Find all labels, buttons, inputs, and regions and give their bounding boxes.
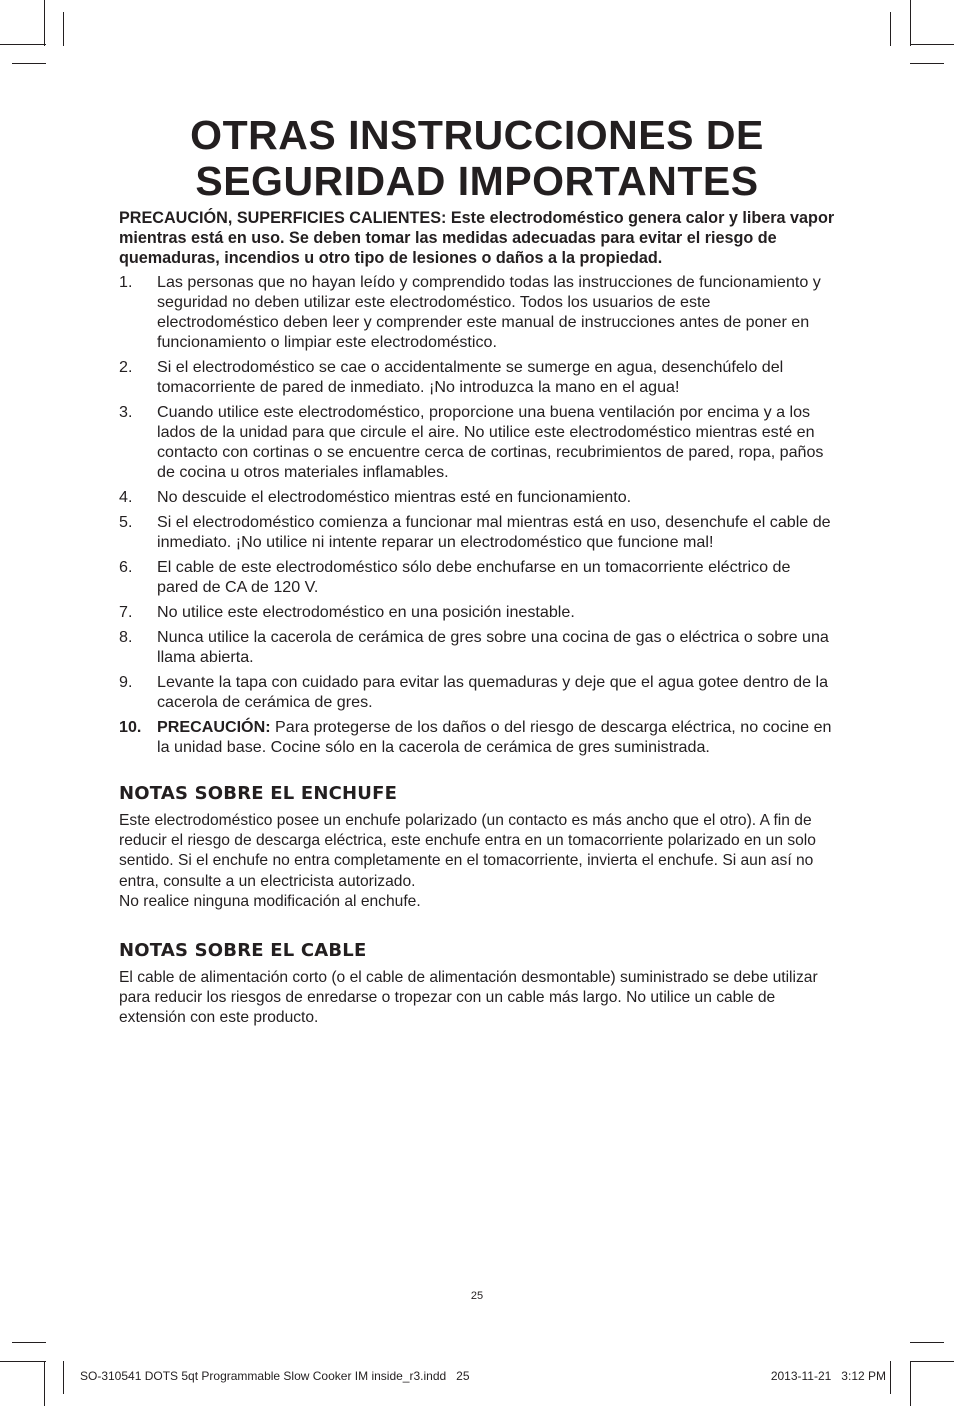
item-text: Cuando utilice este electrodoméstico, proporcione una buena ventilación por encima y a los lados de la unidad para que circule el aire. No utilice este electrodoméstico mientras esté en contacto con cortinas o se encuentre cerca de cortinas, recubrimientos de pared, ropa, paños de cocina u otros materiales inflamables. bbox=[157, 403, 824, 481]
crop-mark bbox=[910, 0, 911, 46]
item-number: 1. bbox=[119, 273, 133, 291]
list-item bbox=[119, 627, 835, 667]
item-text: No descuide el electrodoméstico mientras esté en funcionamiento. bbox=[157, 488, 632, 506]
item-text: Si el electrodoméstico se cae o accidentalmente se sumerge en agua, desenchúfelo del tomacorriente de pared de inmediato. ¡No introduzca la mano en el agua! bbox=[157, 358, 784, 396]
item-text: Las personas que no hayan leído y comprendido todas las instrucciones de funcionamiento y seguridad no deben utilizar este electrodoméstico. Todos los usuarios de este electrodoméstico deben leer y comprender este manual de instrucciones antes de poner en funcionamiento o limpiar este electrodoméstico. bbox=[157, 273, 821, 351]
page-number: 25 bbox=[470, 1290, 484, 1302]
list-item bbox=[119, 557, 835, 597]
slug-timestamp: 2013-11-21 3:12 PM bbox=[770, 1369, 886, 1383]
item-number: 9. bbox=[119, 673, 133, 691]
item-text: No utilice este electrodoméstico en una posición inestable. bbox=[157, 603, 575, 621]
item-number: 4. bbox=[119, 488, 133, 506]
safety-list bbox=[119, 272, 835, 757]
item-text: El cable de este electrodoméstico sólo debe enchufarse en un tomacorriente eléctrico de pared de CA de 120 V. bbox=[157, 558, 791, 596]
section-heading: NOTAS SOBRE EL ENCHUFE bbox=[119, 783, 398, 804]
item-text: Si el electrodoméstico comienza a funcionar mal mientras está en uso, desenchufe el cable de inmediato. ¡No utilice ni intente reparar un electrodoméstico que funcione mal! bbox=[157, 513, 831, 551]
list-item bbox=[119, 487, 835, 507]
hot-surface-warning: PRECAUCIÓN, SUPERFICIES CALIENTES: Este electrodoméstico genera calor y libera vapor mientras está en uso. Se deben tomar las medidas adecuadas para evitar el riesgo de quemaduras, incendios u otro tipo de lesiones o daños a la propiedad. bbox=[119, 209, 835, 267]
crop-mark bbox=[910, 1361, 954, 1362]
item-number: 6. bbox=[119, 558, 133, 576]
list-item bbox=[119, 357, 835, 397]
plug-notes-section bbox=[119, 783, 835, 912]
item-number: 2. bbox=[119, 358, 133, 376]
crop-mark bbox=[0, 44, 46, 45]
crop-mark bbox=[890, 12, 891, 46]
section-text bbox=[119, 811, 835, 912]
crop-mark bbox=[12, 1342, 46, 1343]
section-heading: NOTAS SOBRE EL CABLE bbox=[119, 940, 367, 962]
list-item bbox=[119, 717, 835, 757]
item-number: 7. bbox=[119, 603, 133, 621]
section-text: El cable de alimentación corto (o el cable de alimentación desmontable) suministrado se debe utilizar para reducir los riesgos de enredarse o tropezar con un cable más largo. No utilice un cable de extensión con este producto. bbox=[119, 969, 818, 1027]
plug-text-note: No realice ninguna modificación al enchufe. bbox=[119, 892, 421, 910]
item-number: 10. bbox=[119, 718, 142, 736]
item-number: 3. bbox=[119, 403, 133, 421]
main-content bbox=[119, 208, 835, 1029]
list-item bbox=[119, 602, 835, 622]
list-item bbox=[119, 512, 835, 552]
crop-mark bbox=[63, 1361, 64, 1394]
list-item bbox=[119, 402, 835, 482]
plug-text: Este electrodoméstico posee un enchufe polarizado (un contacto es más ancho que el otro). A fin de reducir el riesgo de descarga eléctrica, este enchufe entra en un tomacorriente polarizado en un solo sentido. Si el enchufe no entra completamente en el tomacorriente, invierta el enchufe. Si aun así no entra, consulte a un electricista autorizado. bbox=[119, 812, 816, 890]
crop-mark bbox=[910, 44, 954, 45]
crop-mark bbox=[63, 12, 64, 46]
title-line: SEGURIDAD IMPORTANTES bbox=[195, 158, 759, 204]
crop-mark bbox=[890, 1361, 891, 1394]
item-number: 5. bbox=[119, 513, 133, 531]
list-item bbox=[119, 672, 835, 712]
crop-mark bbox=[0, 1361, 46, 1362]
crop-mark bbox=[910, 1361, 911, 1406]
item-text: Nunca utilice la cacerola de cerámica de gres sobre una cocina de gas o eléctrica o sobre una llama abierta. bbox=[157, 628, 829, 666]
crop-mark bbox=[44, 0, 45, 46]
crop-mark bbox=[910, 63, 944, 64]
crop-mark bbox=[910, 1342, 944, 1343]
slug-filename: SO-310541 DOTS 5qt Programmable Slow Cooker IM inside_r3.indd 25 bbox=[80, 1369, 470, 1383]
title-line: OTRAS INSTRUCCIONES DE bbox=[190, 112, 764, 158]
item-number: 8. bbox=[119, 628, 133, 646]
page-title bbox=[60, 112, 894, 204]
item-text: Para protegerse de los daños o del riesgo de descarga eléctrica, no cocine en la unidad base. Cocine sólo en la cacerola de cerámica de gres suministrada. bbox=[157, 718, 832, 756]
crop-mark bbox=[44, 1361, 45, 1406]
cord-notes-section bbox=[119, 940, 835, 1029]
item-text: Levante la tapa con cuidado para evitar las quemaduras y deje que el agua gotee dentro de la cacerola de cerámica de gres. bbox=[157, 673, 829, 711]
item-label-bold: PRECAUCIÓN: bbox=[157, 718, 271, 736]
list-item bbox=[119, 272, 835, 352]
crop-mark bbox=[12, 63, 46, 64]
